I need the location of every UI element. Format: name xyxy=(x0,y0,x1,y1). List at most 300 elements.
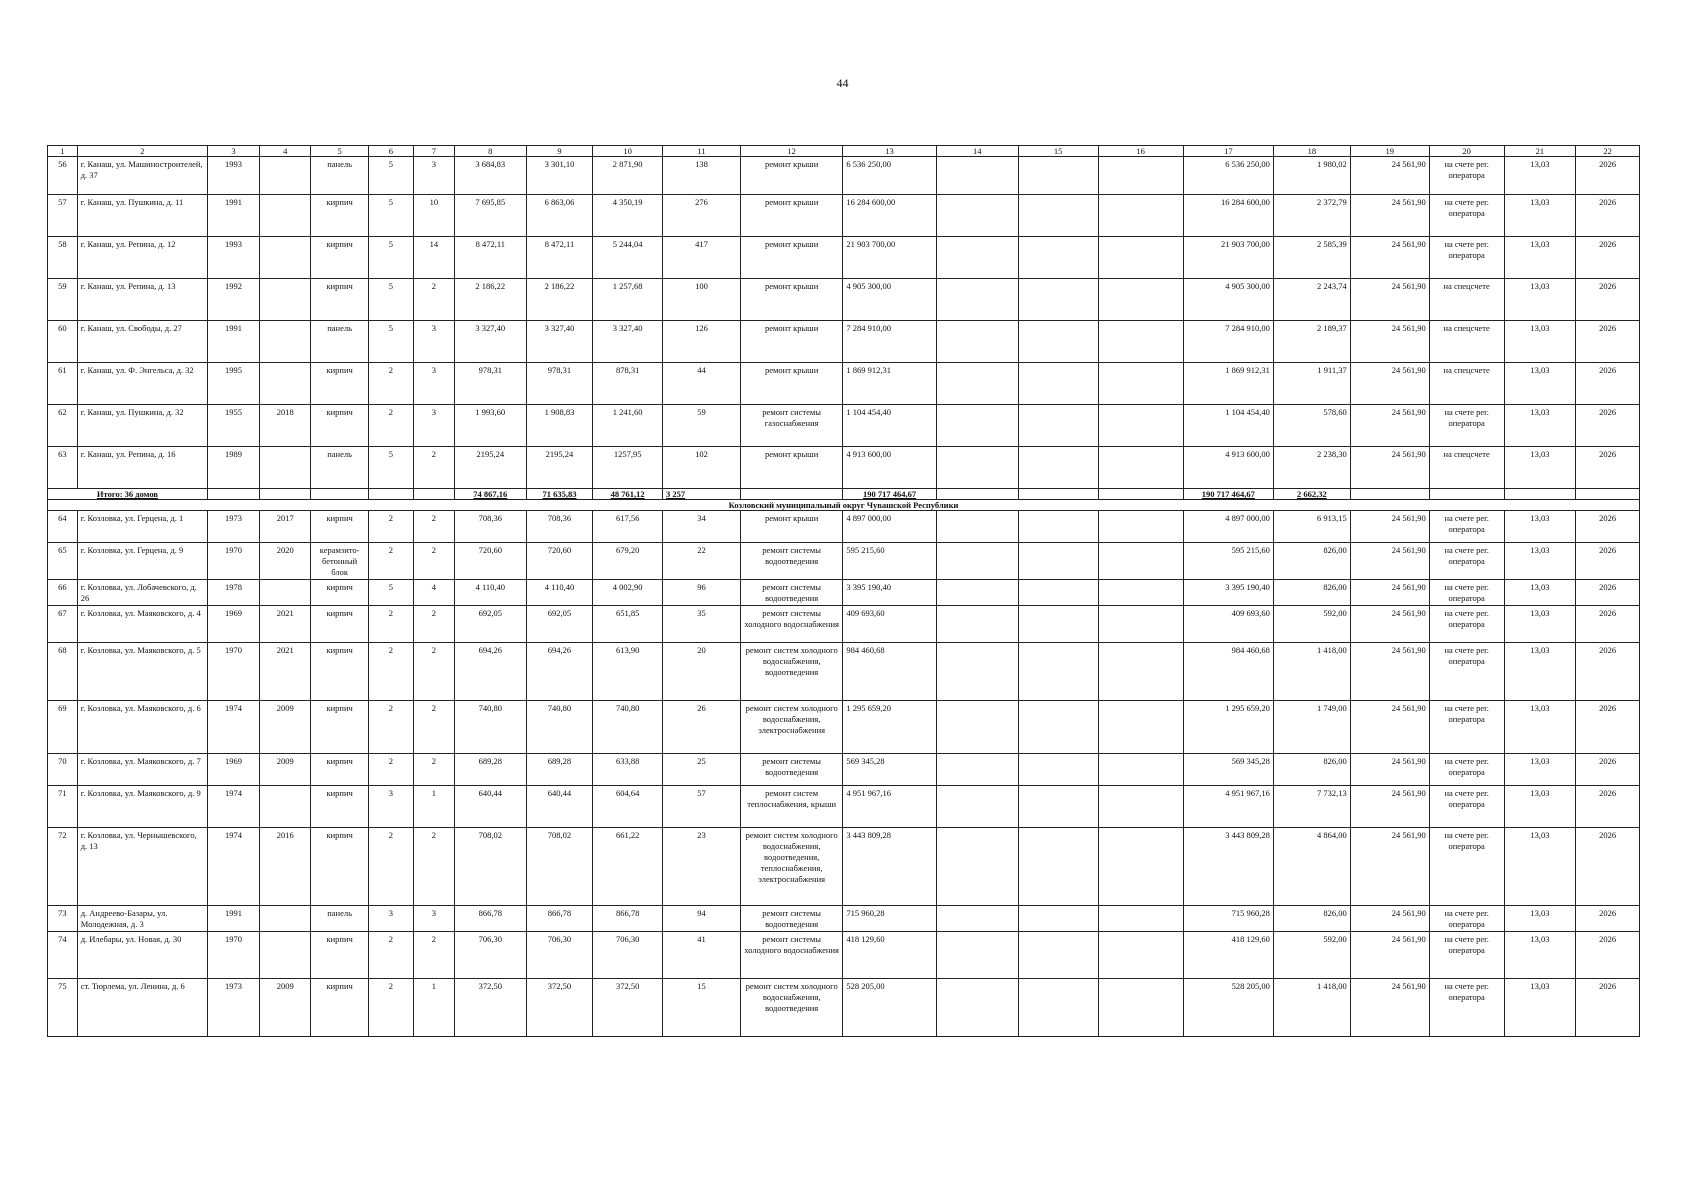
col14-cell xyxy=(936,405,1018,447)
cost-cell: 1 295 659,20 xyxy=(843,701,936,754)
residential-area-cell: 4 002,90 xyxy=(593,580,663,606)
residents-cell: 417 xyxy=(663,237,741,279)
floors-cell: 2 xyxy=(368,643,413,701)
address-cell: г. Канаш, ул. Ф. Энгельса, д. 32 xyxy=(77,363,207,405)
fund-method-cell: на счете рег. оператора xyxy=(1429,580,1504,606)
fund-method-cell: на счете рег. оператора xyxy=(1429,643,1504,701)
col21-cell: 13,03 xyxy=(1504,279,1576,321)
address-cell: г. Козловка, ул. Чернышевского, д. 13 xyxy=(77,828,207,906)
year-renovated-cell xyxy=(260,786,311,828)
residents-cell: 102 xyxy=(663,447,741,489)
year-renovated-cell: 2009 xyxy=(260,754,311,786)
col21-cell: 13,03 xyxy=(1504,405,1576,447)
cost-total-cell: 4 951 967,16 xyxy=(1183,786,1273,828)
col15-cell xyxy=(1018,606,1098,643)
col14-cell xyxy=(936,701,1018,754)
residential-area-cell: 372,50 xyxy=(593,979,663,1037)
year-built-cell: 1970 xyxy=(207,543,259,580)
empty-cell xyxy=(1098,489,1183,500)
address-cell: г. Козловка, ул. Герцена, д. 9 xyxy=(77,543,207,580)
entrances-cell: 3 xyxy=(413,157,454,195)
planned-year-cell: 2026 xyxy=(1576,979,1640,1037)
col21-cell: 13,03 xyxy=(1504,701,1576,754)
year-renovated-cell xyxy=(260,157,311,195)
col15-cell xyxy=(1018,511,1098,543)
col16-cell xyxy=(1098,543,1183,580)
year-renovated-cell xyxy=(260,195,311,237)
col14-cell xyxy=(936,321,1018,363)
cost-total-cell: 528 205,00 xyxy=(1183,979,1273,1037)
cost-per-sqm-cell: 4 864,00 xyxy=(1273,828,1350,906)
wall-material-cell: кирпич xyxy=(311,979,368,1037)
col16-cell xyxy=(1098,580,1183,606)
col15-cell xyxy=(1018,195,1098,237)
wall-material-cell: кирпич xyxy=(311,237,368,279)
table-row xyxy=(48,195,1640,237)
cost-total-cell: 1 104 454,40 xyxy=(1183,405,1273,447)
cost-sum: 190 717 464,67 xyxy=(843,489,936,500)
empty-cell xyxy=(1350,489,1429,500)
cost-per-sqm-cell: 592,00 xyxy=(1273,932,1350,979)
column-number-16: 16 xyxy=(1098,146,1183,157)
column-number-20: 20 xyxy=(1429,146,1504,157)
fund-method-cell: на счете рег. оператора xyxy=(1429,932,1504,979)
cost-per-sqm-cell: 592,00 xyxy=(1273,606,1350,643)
address-cell: д. Андреево-Базары, ул. Молодежная, д. 3 xyxy=(77,906,207,932)
col14-cell xyxy=(936,580,1018,606)
entrances-cell: 2 xyxy=(413,511,454,543)
year-renovated-cell: 2017 xyxy=(260,511,311,543)
fund-method-cell: на спецсчете xyxy=(1429,321,1504,363)
empty-cell xyxy=(1576,489,1640,500)
area-cell: 740,80 xyxy=(526,701,593,754)
limit-cost-cell: 24 561,90 xyxy=(1350,786,1429,828)
empty-cell xyxy=(368,489,413,500)
limit-cost-cell: 24 561,90 xyxy=(1350,828,1429,906)
limit-cost-cell: 24 561,90 xyxy=(1350,754,1429,786)
col16-cell xyxy=(1098,701,1183,754)
cost-cell: 409 693,60 xyxy=(843,606,936,643)
residential-area-cell: 617,56 xyxy=(593,511,663,543)
residents-cell: 23 xyxy=(663,828,741,906)
col15-cell xyxy=(1018,643,1098,701)
planned-year-cell: 2026 xyxy=(1576,606,1640,643)
col15-cell xyxy=(1018,321,1098,363)
col16-cell xyxy=(1098,786,1183,828)
fund-method-cell: на спецсчете xyxy=(1429,279,1504,321)
year-built-cell: 1970 xyxy=(207,643,259,701)
planned-year-cell: 2026 xyxy=(1576,701,1640,754)
table-row xyxy=(48,754,1640,786)
column-number-7: 7 xyxy=(413,146,454,157)
year-renovated-cell xyxy=(260,237,311,279)
residential-area-cell: 1 241,60 xyxy=(593,405,663,447)
address-cell: г. Канаш, ул. Свободы, д. 27 xyxy=(77,321,207,363)
residential-area-cell: 3 327,40 xyxy=(593,321,663,363)
entrances-cell: 2 xyxy=(413,643,454,701)
year-built-cell: 1991 xyxy=(207,906,259,932)
floors-cell: 2 xyxy=(368,828,413,906)
cost-per-sqm-cell: 1 418,00 xyxy=(1273,643,1350,701)
floors-cell: 5 xyxy=(368,580,413,606)
floors-cell: 3 xyxy=(368,906,413,932)
work-type-cell: ремонт системы водоотведения xyxy=(740,580,843,606)
entrances-cell: 2 xyxy=(413,279,454,321)
total-area-cell: 740,80 xyxy=(454,701,526,754)
col14-cell xyxy=(936,543,1018,580)
cost-cell: 569 345,28 xyxy=(843,754,936,786)
year-renovated-cell xyxy=(260,906,311,932)
cost-per-sqm-cell: 1 980,02 xyxy=(1273,157,1350,195)
row-number: 71 xyxy=(48,786,78,828)
area-cell: 4 110,40 xyxy=(526,580,593,606)
planned-year-cell: 2026 xyxy=(1576,363,1640,405)
area-cell: 2 186,22 xyxy=(526,279,593,321)
col16-cell xyxy=(1098,643,1183,701)
cost-per-sqm-cell: 1 418,00 xyxy=(1273,979,1350,1037)
address-cell: г. Козловка, ул. Маяковского, д. 9 xyxy=(77,786,207,828)
address-cell: г. Канаш, ул. Машиностроителей, д. 37 xyxy=(77,157,207,195)
col16-cell xyxy=(1098,606,1183,643)
residents-cell: 100 xyxy=(663,279,741,321)
floors-cell: 2 xyxy=(368,979,413,1037)
area-cell: 708,36 xyxy=(526,511,593,543)
wall-material-cell: кирпич xyxy=(311,195,368,237)
column-number-4: 4 xyxy=(260,146,311,157)
row-number: 73 xyxy=(48,906,78,932)
floors-cell: 5 xyxy=(368,279,413,321)
residents-cell: 25 xyxy=(663,754,741,786)
residents-cell: 35 xyxy=(663,606,741,643)
fund-method-cell: на счете рег. оператора xyxy=(1429,157,1504,195)
total-area-cell: 640,44 xyxy=(454,786,526,828)
residential-area-cell: 4 350,19 xyxy=(593,195,663,237)
area-cell: 372,50 xyxy=(526,979,593,1037)
residents-cell: 276 xyxy=(663,195,741,237)
limit-cost-cell: 24 561,90 xyxy=(1350,321,1429,363)
residential-area-cell: 5 244,04 xyxy=(593,237,663,279)
fund-method-cell: на счете рег. оператора xyxy=(1429,511,1504,543)
col14-cell xyxy=(936,643,1018,701)
planned-year-cell: 2026 xyxy=(1576,279,1640,321)
col21-cell: 13,03 xyxy=(1504,606,1576,643)
row-number: 60 xyxy=(48,321,78,363)
row-number: 75 xyxy=(48,979,78,1037)
cost-per-sqm-cell: 2 243,74 xyxy=(1273,279,1350,321)
residential-area-cell: 866,78 xyxy=(593,906,663,932)
row-number: 59 xyxy=(48,279,78,321)
residents-cell: 126 xyxy=(663,321,741,363)
limit-cost-cell: 24 561,90 xyxy=(1350,511,1429,543)
table-row xyxy=(48,906,1640,932)
cost-total-cell: 3 395 190,40 xyxy=(1183,580,1273,606)
area-cell: 689,28 xyxy=(526,754,593,786)
entrances-cell: 4 xyxy=(413,580,454,606)
residential-area-cell: 661,22 xyxy=(593,828,663,906)
year-renovated-cell xyxy=(260,932,311,979)
table-row xyxy=(48,643,1640,701)
total-area-cell: 7 695,85 xyxy=(454,195,526,237)
col14-cell xyxy=(936,157,1018,195)
address-cell: г. Канаш, ул. Репина, д. 16 xyxy=(77,447,207,489)
cost-total-cell: 3 443 809,28 xyxy=(1183,828,1273,906)
col16-cell xyxy=(1098,447,1183,489)
entrances-cell: 3 xyxy=(413,405,454,447)
col15-cell xyxy=(1018,786,1098,828)
table-row xyxy=(48,786,1640,828)
col21-cell: 13,03 xyxy=(1504,828,1576,906)
year-renovated-cell: 2021 xyxy=(260,643,311,701)
total-area-sum: 74 867,16 xyxy=(454,489,526,500)
col16-cell xyxy=(1098,405,1183,447)
col15-cell xyxy=(1018,363,1098,405)
limit-cost-cell: 24 561,90 xyxy=(1350,363,1429,405)
cost-total-cell: 4 913 600,00 xyxy=(1183,447,1273,489)
section-title: Козловский муниципальный округ Чувашской Республики xyxy=(48,500,1640,511)
cost-per-sqm-cell: 826,00 xyxy=(1273,580,1350,606)
total-area-cell: 4 110,40 xyxy=(454,580,526,606)
planned-year-cell: 2026 xyxy=(1576,447,1640,489)
fund-method-cell: на счете рег. оператора xyxy=(1429,906,1504,932)
col16-cell xyxy=(1098,195,1183,237)
planned-year-cell: 2026 xyxy=(1576,754,1640,786)
table-row xyxy=(48,237,1640,279)
col14-cell xyxy=(936,906,1018,932)
cost-total-cell: 21 903 700,00 xyxy=(1183,237,1273,279)
residents-cell: 34 xyxy=(663,511,741,543)
limit-cost-cell: 24 561,90 xyxy=(1350,405,1429,447)
empty-cell xyxy=(936,489,1018,500)
limit-cost-cell: 24 561,90 xyxy=(1350,932,1429,979)
cost-per-sqm-cell: 1 911,37 xyxy=(1273,363,1350,405)
year-built-cell: 1995 xyxy=(207,363,259,405)
cost-per-sqm-cell: 2 372,79 xyxy=(1273,195,1350,237)
entrances-cell: 3 xyxy=(413,906,454,932)
col15-cell xyxy=(1018,580,1098,606)
total-area-cell: 694,26 xyxy=(454,643,526,701)
total-area-cell: 706,30 xyxy=(454,932,526,979)
col21-cell: 13,03 xyxy=(1504,157,1576,195)
column-number-15: 15 xyxy=(1018,146,1098,157)
cost-total-cell: 4 897 000,00 xyxy=(1183,511,1273,543)
cost-per-sqm-cell: 826,00 xyxy=(1273,754,1350,786)
residents-cell: 20 xyxy=(663,643,741,701)
cost-cell: 595 215,60 xyxy=(843,543,936,580)
cost-per-sqm-cell: 826,00 xyxy=(1273,906,1350,932)
planned-year-cell: 2026 xyxy=(1576,543,1640,580)
residents-cell: 15 xyxy=(663,979,741,1037)
residents-cell: 138 xyxy=(663,157,741,195)
address-cell: г. Канаш, ул. Репина, д. 13 xyxy=(77,279,207,321)
work-type-cell: ремонт крыши xyxy=(740,363,843,405)
year-built-cell: 1973 xyxy=(207,979,259,1037)
col15-cell xyxy=(1018,979,1098,1037)
work-type-cell: ремонт системы газоснабжения xyxy=(740,405,843,447)
floors-cell: 2 xyxy=(368,932,413,979)
wall-material-cell: кирпич xyxy=(311,580,368,606)
row-number: 57 xyxy=(48,195,78,237)
col15-cell xyxy=(1018,405,1098,447)
total-area-cell: 2 186,22 xyxy=(454,279,526,321)
col14-cell xyxy=(936,279,1018,321)
floors-cell: 2 xyxy=(368,363,413,405)
wall-material-cell: кирпич xyxy=(311,643,368,701)
work-type-cell: ремонт систем холодного водоснабжения, водоотведения xyxy=(740,643,843,701)
area-cell: 692,05 xyxy=(526,606,593,643)
fund-method-cell: на спецсчете xyxy=(1429,447,1504,489)
entrances-cell: 2 xyxy=(413,543,454,580)
cost-cell: 21 903 700,00 xyxy=(843,237,936,279)
col16-cell xyxy=(1098,754,1183,786)
empty-cell xyxy=(1018,489,1098,500)
row-number: 64 xyxy=(48,511,78,543)
row-number: 72 xyxy=(48,828,78,906)
cost-total-cell: 1 869 912,31 xyxy=(1183,363,1273,405)
total-area-cell: 720,60 xyxy=(454,543,526,580)
floors-cell: 5 xyxy=(368,237,413,279)
page-number: 44 xyxy=(836,76,849,90)
cost-total-cell: 4 905 300,00 xyxy=(1183,279,1273,321)
fund-method-cell: на счете рег. оператора xyxy=(1429,754,1504,786)
fund-method-cell: на счете рег. оператора xyxy=(1429,543,1504,580)
col21-cell: 13,03 xyxy=(1504,979,1576,1037)
column-number-5: 5 xyxy=(311,146,368,157)
area-cell: 3 301,10 xyxy=(526,157,593,195)
cost-per-sqm-avg: 2 662,32 xyxy=(1273,489,1350,500)
row-number: 69 xyxy=(48,701,78,754)
col21-cell: 13,03 xyxy=(1504,447,1576,489)
col14-cell xyxy=(936,237,1018,279)
residential-area-cell: 740,80 xyxy=(593,701,663,754)
area-cell: 708,02 xyxy=(526,828,593,906)
total-row xyxy=(48,489,1640,500)
work-type-cell: ремонт крыши xyxy=(740,279,843,321)
col16-cell xyxy=(1098,363,1183,405)
column-number-header xyxy=(48,146,1640,157)
year-built-cell: 1992 xyxy=(207,279,259,321)
floors-cell: 3 xyxy=(368,786,413,828)
year-built-cell: 1973 xyxy=(207,511,259,543)
col16-cell xyxy=(1098,511,1183,543)
entrances-cell: 1 xyxy=(413,786,454,828)
cost-cell: 715 960,28 xyxy=(843,906,936,932)
planned-year-cell: 2026 xyxy=(1576,643,1640,701)
entrances-cell: 1 xyxy=(413,979,454,1037)
col14-cell xyxy=(936,828,1018,906)
year-renovated-cell xyxy=(260,580,311,606)
cost-total-cell: 1 295 659,20 xyxy=(1183,701,1273,754)
planned-year-cell: 2026 xyxy=(1576,321,1640,363)
residential-area-sum: 48 761,12 xyxy=(593,489,663,500)
limit-cost-cell: 24 561,90 xyxy=(1350,979,1429,1037)
col15-cell xyxy=(1018,754,1098,786)
cost-per-sqm-cell: 1 749,00 xyxy=(1273,701,1350,754)
table-row xyxy=(48,701,1640,754)
residential-area-cell: 651,85 xyxy=(593,606,663,643)
col14-cell xyxy=(936,363,1018,405)
entrances-cell: 2 xyxy=(413,606,454,643)
col21-cell: 13,03 xyxy=(1504,511,1576,543)
area-cell: 2195,24 xyxy=(526,447,593,489)
address-cell: г. Козловка, ул. Маяковского, д. 7 xyxy=(77,754,207,786)
year-built-cell: 1974 xyxy=(207,786,259,828)
year-renovated-cell: 2020 xyxy=(260,543,311,580)
work-type-cell: ремонт системы холодного водоснабжения xyxy=(740,932,843,979)
year-built-cell: 1974 xyxy=(207,701,259,754)
wall-material-cell: кирпич xyxy=(311,754,368,786)
limit-cost-cell: 24 561,90 xyxy=(1350,701,1429,754)
col21-cell: 13,03 xyxy=(1504,580,1576,606)
year-renovated-cell xyxy=(260,279,311,321)
col14-cell xyxy=(936,979,1018,1037)
wall-material-cell: кирпич xyxy=(311,363,368,405)
col21-cell: 13,03 xyxy=(1504,643,1576,701)
residential-area-cell: 613,90 xyxy=(593,643,663,701)
address-cell: г. Канаш, ул. Пушкина, д. 32 xyxy=(77,405,207,447)
floors-cell: 5 xyxy=(368,447,413,489)
fund-method-cell: на спецсчете xyxy=(1429,363,1504,405)
col21-cell: 13,03 xyxy=(1504,932,1576,979)
year-renovated-cell: 2016 xyxy=(260,828,311,906)
table-row xyxy=(48,321,1640,363)
year-renovated-cell: 2009 xyxy=(260,701,311,754)
planned-year-cell: 2026 xyxy=(1576,932,1640,979)
column-number-12: 12 xyxy=(740,146,843,157)
year-built-cell: 1974 xyxy=(207,828,259,906)
wall-material-cell: кирпич xyxy=(311,932,368,979)
planned-year-cell: 2026 xyxy=(1576,828,1640,906)
total-area-cell: 708,36 xyxy=(454,511,526,543)
col14-cell xyxy=(936,606,1018,643)
table-row xyxy=(48,979,1640,1037)
col21-cell: 13,03 xyxy=(1504,906,1576,932)
floors-cell: 5 xyxy=(368,157,413,195)
cost-total-cell: 16 284 600,00 xyxy=(1183,195,1273,237)
total-area-cell: 8 472,11 xyxy=(454,237,526,279)
cost-total-cell: 595 215,60 xyxy=(1183,543,1273,580)
limit-cost-cell: 24 561,90 xyxy=(1350,279,1429,321)
empty-cell xyxy=(311,489,368,500)
table-row xyxy=(48,447,1640,489)
entrances-cell: 2 xyxy=(413,701,454,754)
table-row xyxy=(48,828,1640,906)
col15-cell xyxy=(1018,157,1098,195)
residential-area-cell: 1 257,68 xyxy=(593,279,663,321)
total-area-cell: 866,78 xyxy=(454,906,526,932)
table-row xyxy=(48,511,1640,543)
residents-cell: 57 xyxy=(663,786,741,828)
address-cell: г. Канаш, ул. Пушкина, д. 11 xyxy=(77,195,207,237)
column-number-9: 9 xyxy=(526,146,593,157)
col15-cell xyxy=(1018,279,1098,321)
total-label: Итого: 36 домов xyxy=(48,489,208,500)
area-cell: 694,26 xyxy=(526,643,593,701)
work-type-cell: ремонт систем холодного водоснабжения, электроснабжения xyxy=(740,701,843,754)
fund-method-cell: на счете рег. оператора xyxy=(1429,237,1504,279)
col15-cell xyxy=(1018,906,1098,932)
col16-cell xyxy=(1098,932,1183,979)
wall-material-cell: кирпич xyxy=(311,405,368,447)
column-number-1: 1 xyxy=(48,146,78,157)
work-type-cell: ремонт крыши xyxy=(740,321,843,363)
row-number: 70 xyxy=(48,754,78,786)
column-number-13: 13 xyxy=(843,146,936,157)
col21-cell: 13,03 xyxy=(1504,321,1576,363)
col21-cell: 13,03 xyxy=(1504,195,1576,237)
work-type-cell: ремонт систем теплоснабжения, крыши xyxy=(740,786,843,828)
section-row xyxy=(48,500,1640,511)
floors-cell: 2 xyxy=(368,754,413,786)
